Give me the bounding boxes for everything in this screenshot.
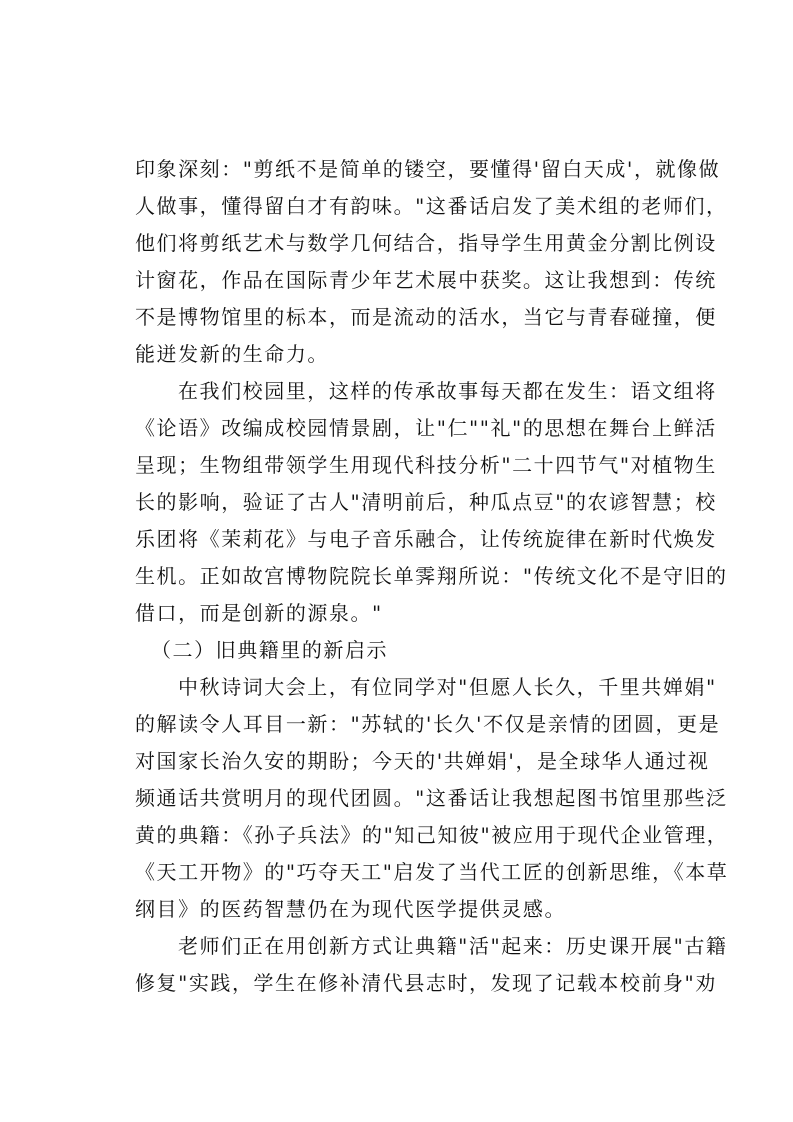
text-line: 乐团将《茉莉花》与电子音乐融合，让传统旋律在新时代焕发 [135, 527, 717, 551]
text-line: 计窗花，作品在国际青少年艺术展中获奖。这让我想到：传统 [135, 268, 717, 292]
text-line: 生机。正如故宫博物院院长单霁翔所说："传统文化不是守旧的 [135, 564, 728, 588]
text-line: 对国家长治久安的期盼；今天的'共婵娟'，是全球华人通过视 [135, 749, 710, 773]
text-line: 修复"实践，学生在修补清代县志时，发现了记载本校前身"劝 [135, 971, 717, 995]
paragraph [135, 373, 728, 632]
text-line: 呈现；生物组带领学生用现代科技分析"二十四节气"对植物生 [135, 453, 717, 477]
text-line: 中秋诗词大会上，有位同学对"但愿人长久，千里共婵娟" [178, 675, 717, 699]
text-line: 老师们正在用创新方式让典籍"活"起来：历史课开展"古籍 [178, 934, 728, 958]
text-line: 借口，而是创新的源泉。" [135, 601, 383, 625]
paragraph [135, 151, 728, 373]
text-line: 他们将剪纸艺术与数学几何结合，指导学生用黄金分割比例设 [135, 231, 717, 255]
text-line: 《天工开物》的"巧夺天工"启发了当代工匠的创新思维，《本草 [135, 860, 729, 884]
text-line: 印象深刻："剪纸不是简单的镂空，要懂得'留白天成'，就像做 [135, 157, 721, 181]
paragraph [135, 669, 729, 928]
text-line: 的解读令人耳目一新："苏轼的'长久'不仅是亲情的团圆，更是 [135, 712, 721, 736]
text-line: 不是博物馆里的标本，而是流动的活水，当它与青春碰撞，便 [135, 305, 717, 329]
text-line: 《论语》改编成校园情景剧，让"仁""礼"的思想在舞台上鲜活 [135, 416, 717, 440]
text-line: 长的影响，验证了古人"清明前后，种瓜点豆"的农谚智慧；校 [135, 490, 717, 514]
text-line: 频通话共赏明月的现代团圆。"这番话让我想起图书馆里那些泛 [135, 786, 728, 810]
text-line: 纲目》的医药智慧仍在为现代医学提供灵感。 [135, 897, 566, 921]
section-heading: （二）旧典籍里的新启示 [151, 638, 389, 662]
text-line: 能迸发新的生命力。 [135, 342, 329, 366]
paragraph [135, 928, 728, 1002]
text-line: 人做事，懂得留白才有韵味。"这番话启发了美术组的老师们， [135, 194, 728, 218]
text-line: 在我们校园里，这样的传承故事每天都在发生：语文组将 [178, 379, 717, 403]
body-text [135, 151, 729, 1002]
text-line: 黄的典籍：《孙子兵法》的"知己知彼"被应用于现代企业管理， [135, 823, 729, 847]
